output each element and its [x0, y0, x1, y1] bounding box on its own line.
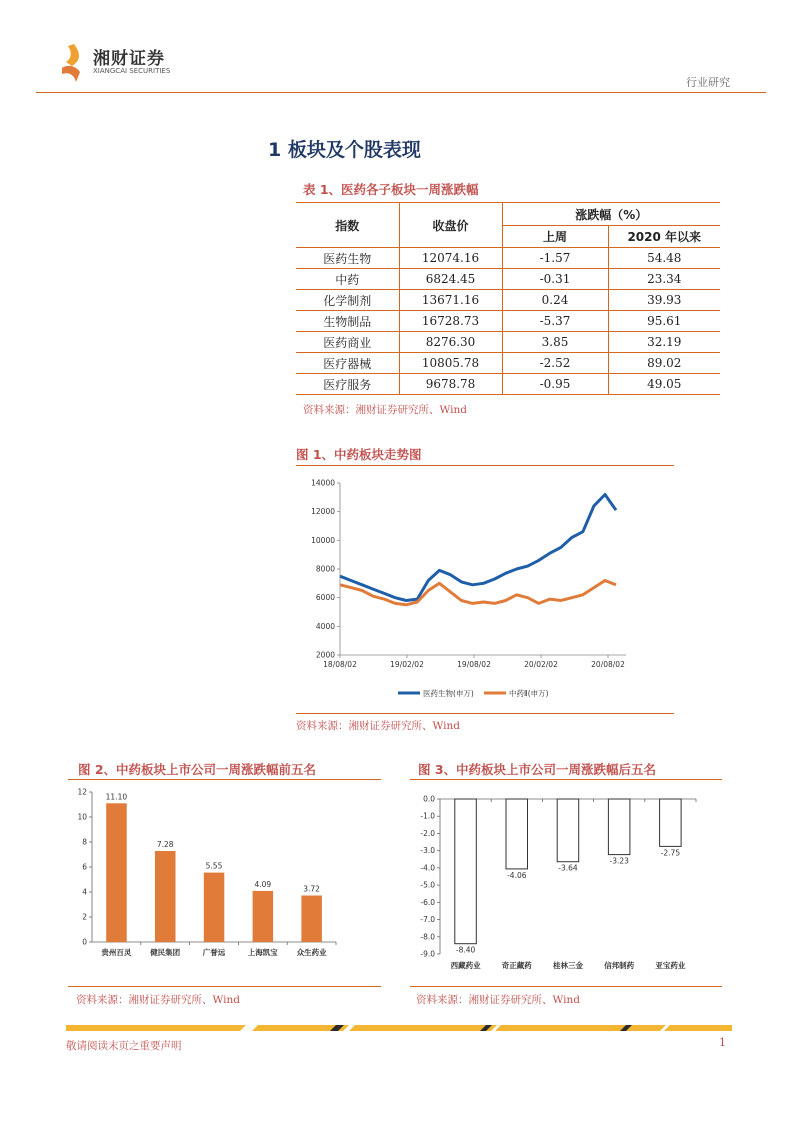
- row-ytd: 23.34: [608, 269, 720, 290]
- figure1-bottom-rule: [296, 713, 674, 714]
- section-title: 1 板块及个股表现: [268, 139, 421, 161]
- bar-3: [557, 799, 579, 862]
- row-name: 医药商业: [296, 332, 399, 353]
- table1-title: 表 1、医药各子板块一周涨跌幅: [303, 182, 479, 197]
- data-label: -4.06: [507, 870, 527, 880]
- y-tick-label: 8000: [315, 564, 335, 574]
- category-label: 西藏药业: [450, 961, 481, 970]
- row-name: 中药: [296, 269, 399, 290]
- y-tick-label: -9.0: [420, 949, 435, 959]
- y-tick-label: 0.0: [423, 794, 435, 804]
- figure3-top-rule: [410, 779, 722, 780]
- x-tick-label: 19/08/02: [457, 660, 491, 669]
- row-name: 医药生物: [296, 248, 399, 269]
- brand-name: 湘财证券: [93, 49, 165, 69]
- table-row: [296, 269, 720, 290]
- header-change: 涨跌幅（%）: [502, 203, 720, 226]
- bar-4: [608, 799, 630, 855]
- data-label: -3.23: [609, 856, 629, 866]
- data-label: 7.28: [156, 840, 174, 849]
- table-row: [296, 311, 720, 332]
- figure1-title: 图 1、中药板块走势图: [296, 447, 422, 462]
- y-tick-label: -7.0: [420, 915, 435, 925]
- figure3-title: 图 3、中药板块上市公司一周涨跌幅后五名: [418, 762, 657, 777]
- y-tick-label: -6.0: [420, 897, 435, 907]
- row-name: 医疗器械: [296, 353, 399, 374]
- bar-1: [455, 799, 477, 944]
- row-week: 0.24: [502, 290, 608, 311]
- figure2-title: 图 2、中药板块上市公司一周涨跌幅前五名: [78, 762, 317, 777]
- bar-4: [253, 891, 274, 942]
- row-ytd: 89.02: [608, 353, 720, 374]
- figure1-source: 资料来源：湘财证券研究所、Wind: [296, 720, 460, 732]
- header-index: 指数: [296, 203, 399, 248]
- data-label: -3.64: [558, 863, 578, 873]
- figure2-bottom-rule: [68, 986, 381, 987]
- row-ytd: 32.19: [608, 332, 720, 353]
- figure2-source: 资料来源：湘财证券研究所、Wind: [76, 994, 240, 1006]
- row-close: 8276.30: [399, 332, 502, 353]
- table-row: [296, 353, 720, 374]
- row-close: 16728.73: [399, 311, 502, 332]
- y-tick-label: 6000: [315, 593, 335, 603]
- row-name: 化学制剂: [296, 290, 399, 311]
- y-tick-label: -8.0: [420, 932, 435, 942]
- footer-disclaimer: 敬请阅读末页之重要声明: [66, 1040, 182, 1052]
- table-row: [296, 290, 720, 311]
- sector-change-table: [296, 203, 720, 395]
- legend-label: 医药生物(申万): [423, 689, 474, 698]
- top5-bar-chart: [68, 782, 381, 982]
- header-close: 收盘价: [399, 203, 502, 248]
- y-tick-label: 12000: [311, 507, 335, 517]
- xiangcai-logo-icon: [58, 42, 88, 86]
- bar-5: [660, 799, 682, 846]
- bar-3: [204, 873, 225, 942]
- x-tick-label: 20/02/02: [524, 660, 558, 669]
- row-week: -0.31: [502, 269, 608, 290]
- figure3-bottom-rule: [410, 986, 722, 987]
- y-tick-label: 0: [82, 937, 87, 947]
- y-tick-label: 4000: [315, 621, 335, 631]
- figure2-top-rule: [68, 779, 381, 780]
- x-tick-label: 18/08/02: [323, 660, 357, 669]
- data-label: 3.72: [303, 884, 320, 894]
- category-label: 亚宝药业: [655, 961, 686, 970]
- data-label: 11.10: [105, 792, 128, 802]
- row-name: 生物制品: [296, 311, 399, 332]
- y-tick-label: 2: [82, 912, 87, 922]
- table-row: [296, 332, 720, 353]
- figure1-top-rule: [296, 465, 674, 466]
- y-tick-label: -4.0: [420, 863, 435, 873]
- bar-2: [506, 799, 528, 869]
- series-line-1: [340, 495, 616, 601]
- x-tick-label: 19/02/02: [390, 660, 424, 669]
- bar-5: [301, 896, 322, 943]
- y-tick-label: 14000: [311, 478, 335, 488]
- row-ytd: 54.48: [608, 248, 720, 269]
- report-category: 行业研究: [686, 76, 730, 89]
- row-name: 医疗服务: [296, 374, 399, 395]
- row-close: 13671.16: [399, 290, 502, 311]
- page-number: 1: [719, 1036, 726, 1049]
- y-tick-label: -1.0: [420, 811, 435, 821]
- category-label: 众生药业: [296, 948, 327, 957]
- category-label: 广誉远: [202, 948, 226, 957]
- data-label: -2.75: [660, 848, 681, 858]
- row-week: -2.52: [502, 353, 608, 374]
- row-week: -0.95: [502, 374, 608, 395]
- y-tick-label: -5.0: [420, 880, 435, 890]
- row-week: -5.37: [502, 311, 608, 332]
- y-tick-label: -2.0: [420, 828, 435, 838]
- category-label: 健民集团: [150, 948, 181, 957]
- category-label: 信邦制药: [604, 961, 635, 970]
- y-tick-label: 12: [77, 787, 87, 797]
- footer-stripe: [66, 1025, 732, 1031]
- data-label: -8.40: [455, 945, 476, 955]
- row-week: 3.85: [502, 332, 608, 353]
- category-label: 桂林三金: [553, 961, 583, 970]
- row-close: 9678.78: [399, 374, 502, 395]
- row-ytd: 95.61: [608, 311, 720, 332]
- y-tick-label: 4: [82, 887, 87, 897]
- data-label: 5.55: [205, 861, 223, 871]
- category-label: 上海凯宝: [247, 948, 278, 957]
- x-tick-label: 20/08/02: [591, 660, 625, 669]
- line-chart: [296, 468, 674, 712]
- bar-1: [106, 803, 127, 942]
- legend-label: 中药Ⅱ(申万): [509, 689, 549, 698]
- y-tick-label: 2000: [315, 650, 335, 660]
- y-tick-label: -3.0: [420, 846, 435, 856]
- brand-name-en: XIANGCAI SECURITIES: [93, 67, 171, 75]
- table-row: [296, 374, 720, 395]
- row-week: -1.57: [502, 248, 608, 269]
- y-tick-label: 6: [82, 862, 87, 872]
- header-last-week: 上周: [502, 226, 608, 248]
- y-tick-label: 8: [82, 837, 87, 847]
- data-label: 4.09: [254, 879, 272, 889]
- y-tick-label: 10000: [311, 535, 335, 545]
- bar-2: [155, 851, 176, 942]
- figure3-source: 资料来源：湘财证券研究所、Wind: [416, 994, 580, 1006]
- header-ytd: 2020 年以来: [608, 226, 720, 248]
- row-close: 6824.45: [399, 269, 502, 290]
- y-tick-label: 10: [77, 812, 87, 822]
- category-label: 贵州百灵: [101, 948, 132, 957]
- row-ytd: 39.93: [608, 290, 720, 311]
- page-header: [58, 40, 758, 90]
- bottom5-bar-chart: [410, 782, 722, 982]
- row-close: 12074.16: [399, 248, 502, 269]
- table1-source: 资料来源：湘财证券研究所、Wind: [303, 404, 467, 416]
- table-row: [296, 248, 720, 269]
- category-label: 奇正藏药: [501, 961, 532, 970]
- header-divider: [36, 92, 766, 93]
- row-close: 10805.78: [399, 353, 502, 374]
- row-ytd: 49.05: [608, 374, 720, 395]
